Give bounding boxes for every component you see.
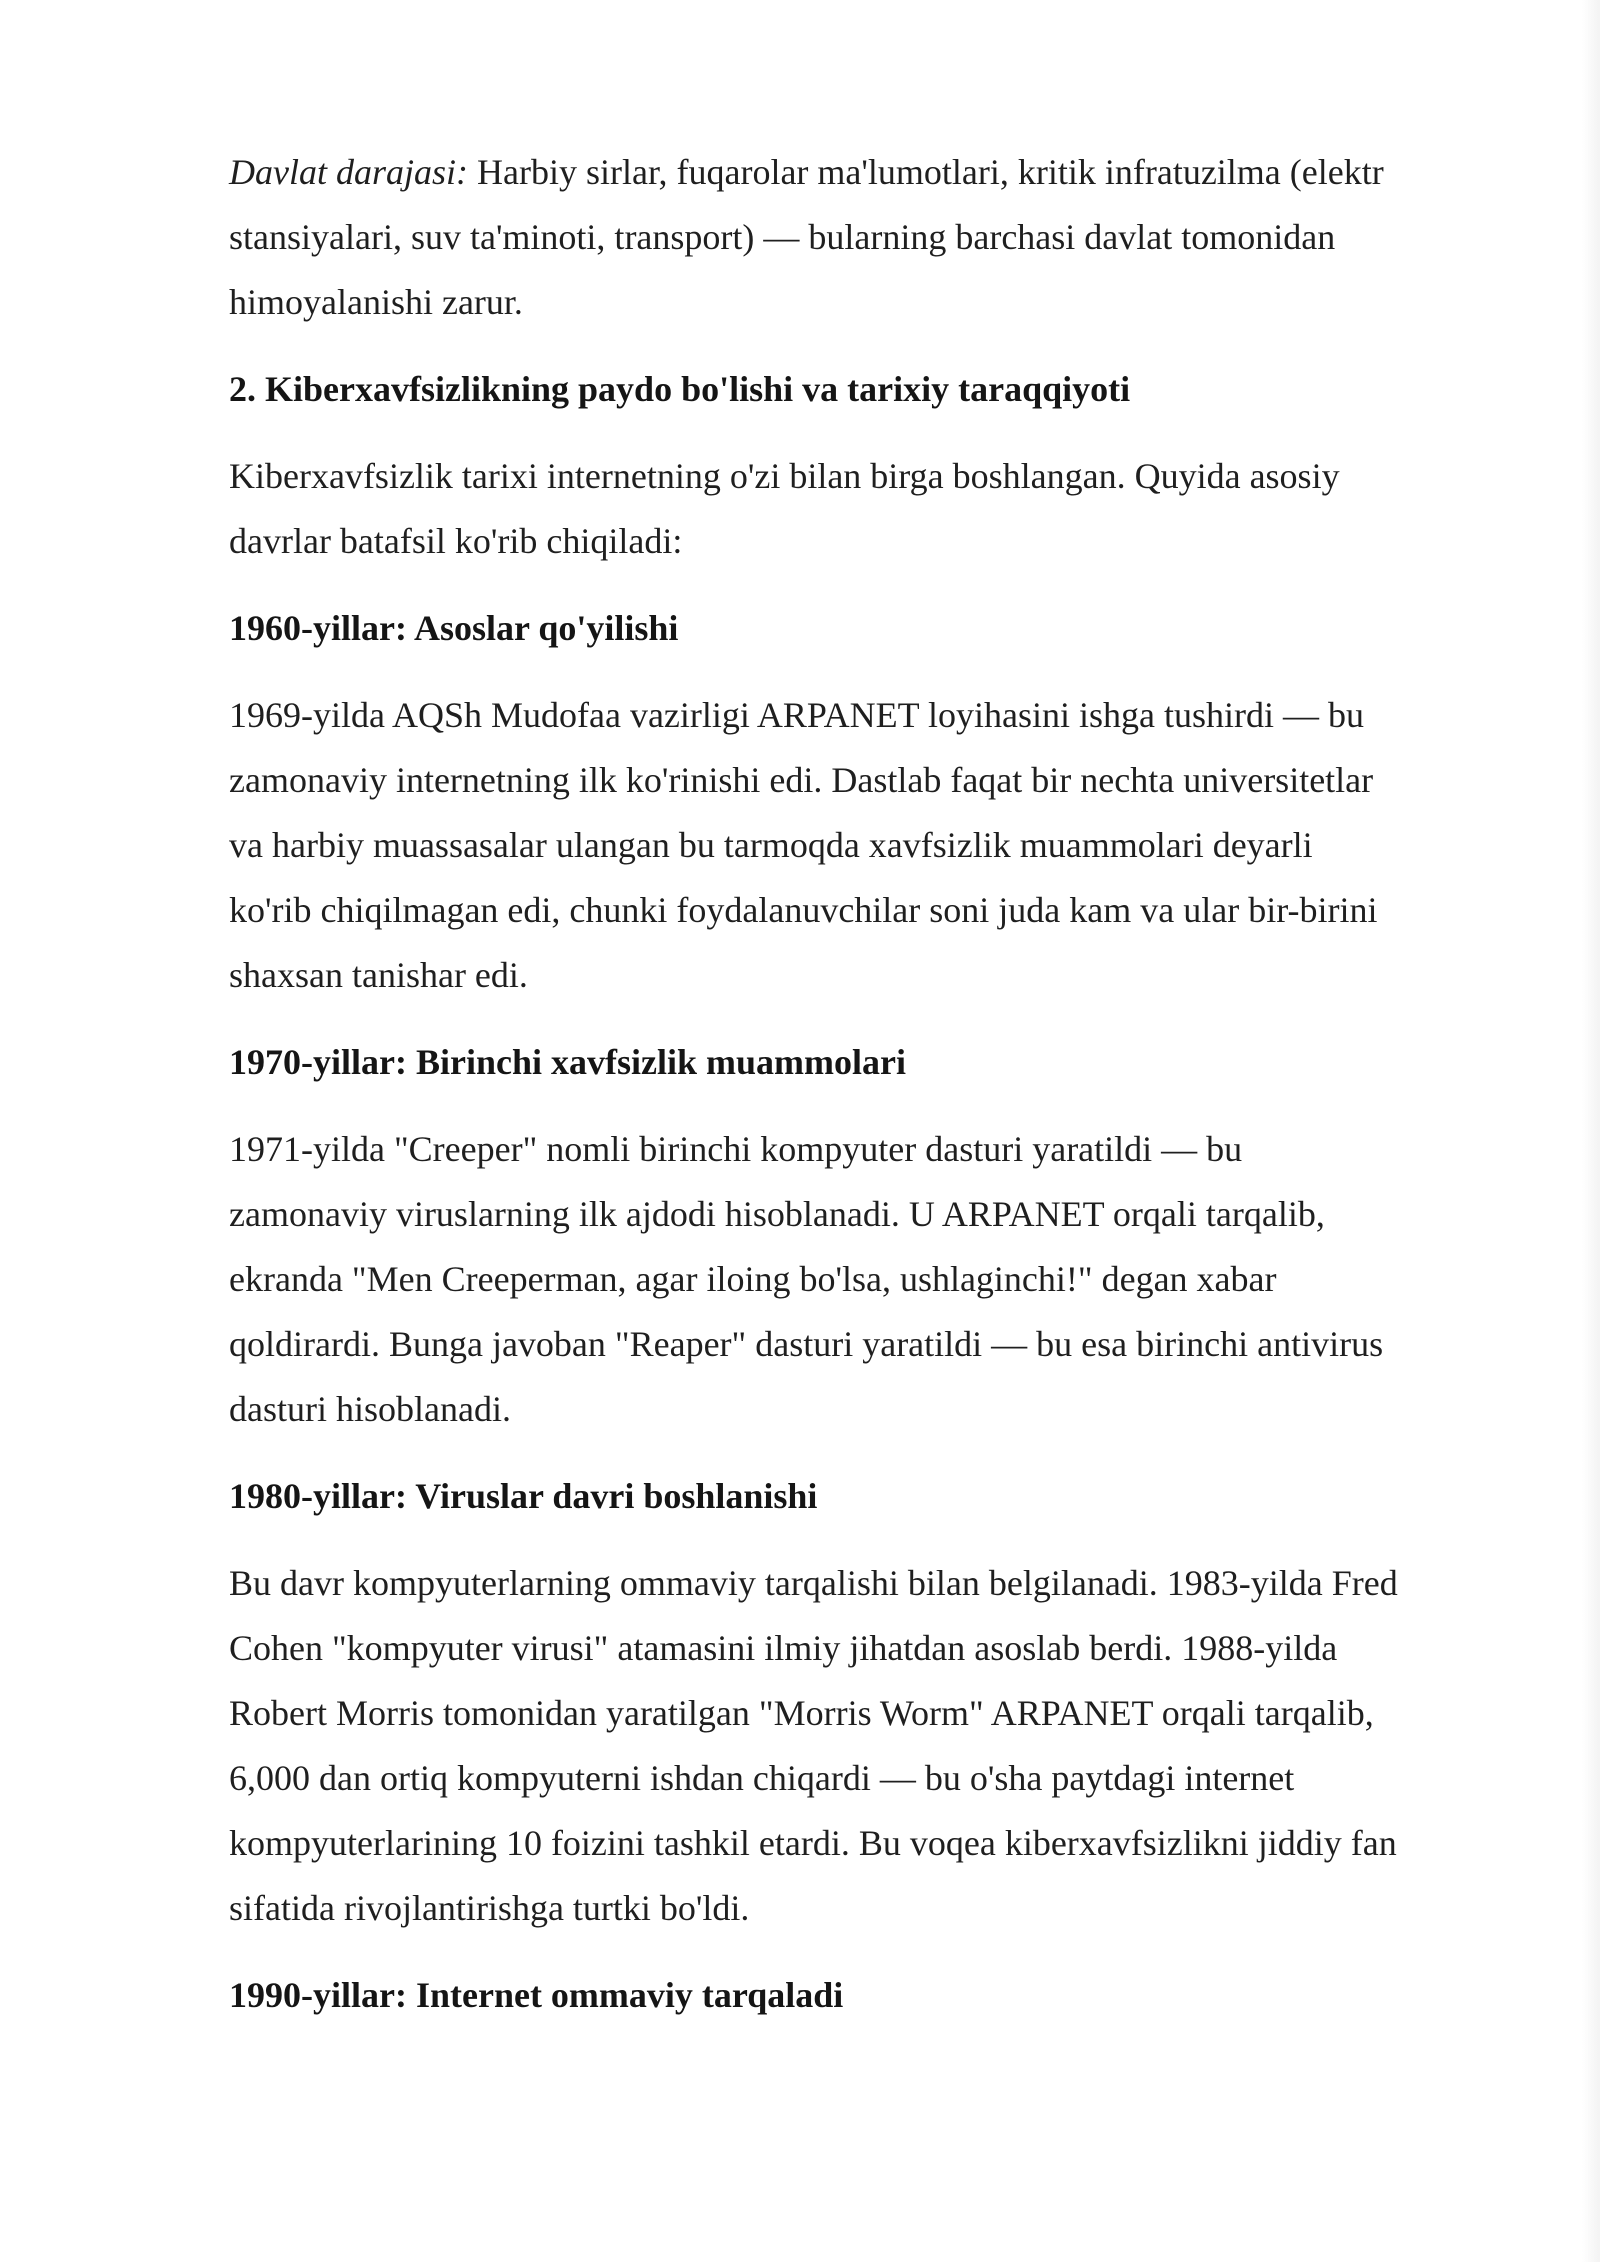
paragraph-davlat-darajasi [229,140,1401,335]
page-edge-shadow [1582,0,1600,2262]
era-paragraph-1970s: 1971-yilda "Creeper" nomli birinchi kompyuter dasturi yaratildi — bu zamonaviy viruslarning ilk ajdodi hisoblanadi. U ARPANET orqali tarqalib, ekranda "Men Creeperman, agar iloing bo'lsa, ushlaginchi!" degan xabar qoldirardi. Bunga javoban "Reaper" dasturi yaratildi — bu esa birinchi antivirus dasturi hisoblanadi. [229,1129,1384,1429]
era-heading-1960s: 1960-yillar: Asoslar qo'yilishi [229,608,679,648]
section-intro-paragraph: Kiberxavfsizlik tarixi internetning o'zi bilan birga boshlangan. Quyida asosiy davrlar batafsil ko'rib chiqiladi: [229,456,1340,561]
paragraph-lead-in: Davlat darajasi: [229,152,468,192]
era-heading-1980s: 1980-yillar: Viruslar davri boshlanishi [229,1476,818,1516]
paragraph-text: Harbiy sirlar, fuqarolar ma'lumotlari, kritik infratuzilma (elektr stansiyalari, suv ta'minoti, transport) — bularning barchasi davlat tomonidan himoyalanishi zarur. [229,152,1384,322]
era-heading-1990s: 1990-yillar: Internet ommaviy tarqaladi [229,1975,844,2015]
era-paragraph-1980s: Bu davr kompyuterlarning ommaviy tarqalishi bilan belgilanadi. 1983-yilda Fred Cohen "kompyuter virusi" atamasini ilmiy jihatdan asoslab berdi. 1988-yilda Robert Morris tomonidan yaratilgan "Morris Worm" ARPANET orqali tarqalib, 6,000 dan ortiq kompyuterni ishdan chiqardi — bu o'sha paytdagi internet kompyuterlarining 10 foizini tashkil etardi. Bu voqea kiberxavfsizlikni jiddiy fan sifatida rivojlantirishga turtki bo'ldi. [229,1563,1398,1928]
era-paragraph-1960s: 1969-yilda AQSh Mudofaa vazirligi ARPANET loyihasini ishga tushirdi — bu zamonaviy internetning ilk ko'rinishi edi. Dastlab faqat bir nechta universitetlar va harbiy muassasalar ulangan bu tarmoqda xavfsizlik muammolari deyarli ko'rib chiqilmagan edi, chunki foydalanuvchilar soni juda kam va ular bir-birini shaxsan tanishar edi. [229,695,1378,995]
era-heading-1970s: 1970-yillar: Birinchi xavfsizlik muammolari [229,1042,906,1082]
document-body [229,140,1401,2050]
section-heading: 2. Kiberxavfsizlikning paydo bo'lishi va tarixiy taraqqiyoti [229,369,1131,409]
